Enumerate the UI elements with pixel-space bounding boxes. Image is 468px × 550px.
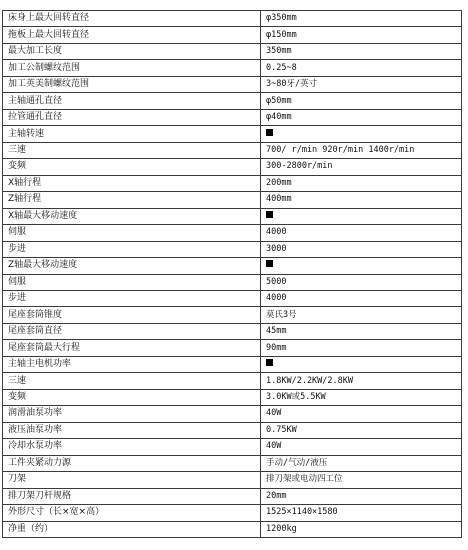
spec-value: 90mm [261,340,462,356]
spec-row [3,340,462,356]
spec-row [3,406,462,422]
spec-row [3,290,462,306]
spec-value: 4000 [261,290,462,306]
spec-value [261,356,462,372]
spec-label: 三速 [3,373,261,389]
spec-label: 净重（约） [3,521,261,537]
spec-row [3,274,462,290]
spec-row [3,208,462,224]
spec-label: 主轴主电机功率 [3,356,261,372]
spec-row [3,521,462,537]
black-square-marker [266,359,273,366]
spec-row [3,142,462,158]
spec-row [3,307,462,323]
spec-value [261,258,462,274]
spec-row [3,159,462,175]
spec-value: φ150mm [261,27,462,43]
spec-value: 莫氏3号 [261,307,462,323]
spec-label: 拉管通孔直径 [3,109,261,125]
spec-row [3,27,462,43]
spec-label: 尾座套筒最大行程 [3,340,261,356]
spec-row [3,373,462,389]
spec-value: 350mm [261,43,462,59]
black-square-marker [266,129,273,136]
spec-value: 200mm [261,175,462,191]
spec-label: 步进 [3,241,261,257]
spec-value: 3000 [261,241,462,257]
spec-value: 45mm [261,323,462,339]
spec-label: 工件夹紧动力源 [3,455,261,471]
spec-row [3,192,462,208]
spec-value: 1525×1140×1580 [261,505,462,521]
spec-label: 三速 [3,142,261,158]
spec-label: 床身上最大回转直径 [3,11,261,27]
spec-value: 0.75KW [261,422,462,438]
spec-row [3,488,462,504]
spec-label: 尾座套筒锥度 [3,307,261,323]
spec-label: 主轴转速 [3,126,261,142]
spec-label: 排刀架刀杆规格 [3,488,261,504]
spec-row [3,60,462,76]
spec-row [3,505,462,521]
spec-value: 0.25~8 [261,60,462,76]
spec-value: 300-2800r/min [261,159,462,175]
spec-row [3,11,462,27]
spec-label: 变频 [3,389,261,405]
spec-value: 1.8KW/2.2KW/2.8KW [261,373,462,389]
spec-value: 排刀架或电动四工位 [261,472,462,488]
spec-value: 20mm [261,488,462,504]
spec-value: 3.0KW或5.5KW [261,389,462,405]
spec-label: 拖板上最大回转直径 [3,27,261,43]
spec-label: 刀架 [3,472,261,488]
spec-label: Z轴行程 [3,192,261,208]
spec-label: 伺服 [3,274,261,290]
spec-value: 400mm [261,192,462,208]
spec-value [261,208,462,224]
spec-label: 润滑油泵功率 [3,406,261,422]
black-square-marker [266,260,273,267]
spec-value: φ40mm [261,109,462,125]
spec-value: 3~80牙/英寸 [261,76,462,92]
spec-value: 4000 [261,225,462,241]
spec-value: φ50mm [261,93,462,109]
spec-value: 700/ r/min 920r/min 1400r/min [261,142,462,158]
spec-label: 液压油泵功率 [3,422,261,438]
spec-row [3,109,462,125]
spec-label: 主轴通孔直径 [3,93,261,109]
spec-label: Z轴最大移动速度 [3,258,261,274]
spec-table [2,10,462,538]
spec-label: 伺服 [3,225,261,241]
spec-label: 冷却水泵功率 [3,439,261,455]
spec-value: φ350mm [261,11,462,27]
spec-row [3,175,462,191]
spec-row [3,43,462,59]
black-square-marker [266,211,273,218]
spec-label: 变频 [3,159,261,175]
spec-row [3,422,462,438]
spec-value [261,126,462,142]
spec-row [3,455,462,471]
spec-value: 5000 [261,274,462,290]
spec-row [3,93,462,109]
spec-row [3,225,462,241]
spec-row [3,258,462,274]
spec-label: 加工公制螺纹范围 [3,60,261,76]
spec-row [3,76,462,92]
spec-row [3,241,462,257]
spec-table-body [3,11,462,538]
spec-row [3,126,462,142]
spec-value: 40W [261,406,462,422]
spec-label: 尾座套筒直径 [3,323,261,339]
spec-row [3,439,462,455]
spec-label: 加工英美制螺纹范围 [3,76,261,92]
spec-value: 40W [261,439,462,455]
spec-row [3,356,462,372]
spec-row [3,389,462,405]
spec-label: 步进 [3,290,261,306]
spec-row [3,323,462,339]
spec-label: 最大加工长度 [3,43,261,59]
spec-label: 外形尺寸（长×宽×高） [3,505,261,521]
spec-label: X轴最大移动速度 [3,208,261,224]
spec-label: X轴行程 [3,175,261,191]
spec-value: 手动/气动/液压 [261,455,462,471]
spec-row [3,472,462,488]
spec-value: 1200kg [261,521,462,537]
